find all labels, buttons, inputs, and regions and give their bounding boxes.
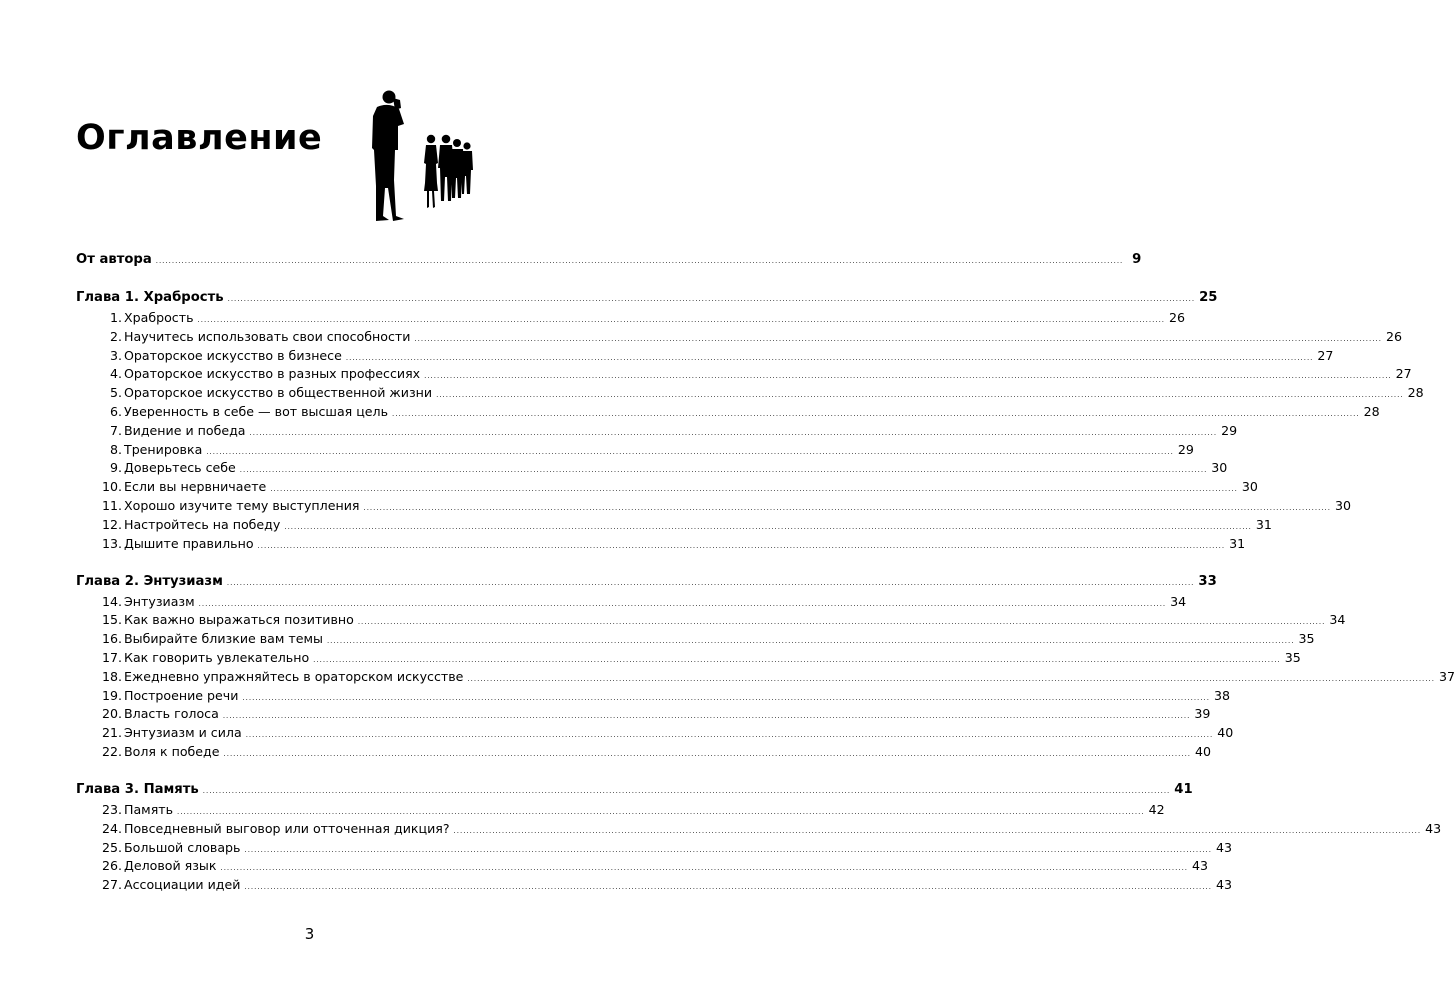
toc-entry-row: [76, 611, 1346, 629]
toc-page-number: 41: [1174, 782, 1193, 797]
dot-leader: ............................................................................................................................................................................................................................................................................................................: [242, 693, 1210, 702]
toc-entry-title: [76, 781, 199, 799]
toc-entry-label: Храбрость: [124, 310, 194, 325]
toc-page-number: 9: [1132, 252, 1142, 267]
toc-chapter-row: [76, 289, 1218, 307]
toc-page-number: 28: [1407, 385, 1424, 401]
dot-leader: ............................................................................................................................................................................................................................................................................................................: [326, 637, 1295, 646]
dot-leader: ............................................................................................................................................................................................................................................................................................................: [239, 466, 1208, 475]
toc-entry-number: 13.: [101, 535, 122, 551]
toc-entry-row: [76, 649, 1301, 667]
toc-entry-label: Воля к победе: [124, 744, 220, 759]
toc-entry-label: Видение и победа: [124, 422, 246, 438]
toc-entry-label: Тренировка: [124, 441, 203, 457]
toc-entry-row: [76, 347, 1334, 365]
toc-entry-row: [76, 328, 1402, 346]
toc-page-number: 26: [1385, 328, 1402, 344]
toc-entry-title: [76, 724, 242, 742]
toc-entry-number: 12.: [101, 516, 122, 532]
dot-leader: ............................................................................................................................................................................................................................................................................................................: [206, 447, 1174, 456]
toc-entry-row: [76, 687, 1230, 705]
toc-entry-row: [76, 820, 1442, 838]
toc-page-number: 39: [1194, 706, 1211, 722]
dot-leader: ............................................................................................................................................................................................................................................................................................................: [284, 522, 1252, 531]
dot-leader: ............................................................................................................................................................................................................................................................................................................: [313, 656, 1281, 664]
toc-entry-label: Научитесь использовать свои способности: [124, 328, 411, 344]
toc-entry-label: Настройтесь на победу: [124, 516, 281, 532]
dot-leader: ............................................................................................................................................................................................................................................................................................................: [198, 599, 1167, 608]
toc-entry-title: [76, 535, 254, 553]
toc-entry-label: Глава 1. Храбрость: [76, 290, 224, 305]
dot-leader: ............................................................................................................................................................................................................................................................................................................: [155, 257, 1124, 265]
toc-entry-row: [76, 801, 1165, 819]
toc-entry-label: Энтузиазм и сила: [124, 725, 242, 741]
dot-leader: ............................................................................................................................................................................................................................................................................................................: [414, 334, 1382, 343]
toc-entry-title: [76, 497, 359, 515]
dot-leader: ............................................................................................................................................................................................................................................................................................................: [467, 674, 1435, 683]
toc-entry-number: 21.: [101, 725, 122, 741]
toc-entry-label: Ежедневно упражняйтесь в ораторском искусстве: [124, 668, 464, 684]
toc-entry-title: [76, 743, 220, 761]
dot-leader: ............................................................................................................................................................................................................................................................................................................: [345, 353, 1314, 362]
toc-page-number: 26: [1169, 310, 1186, 325]
toc-entry-label: Большой словарь: [124, 839, 241, 855]
dot-leader: ............................................................................................................................................................................................................................................................................................................: [436, 391, 1404, 400]
toc-page-number: 35: [1284, 650, 1301, 665]
toc-entry-label: Дышите правильно: [124, 535, 254, 551]
dot-leader: ............................................................................................................................................................................................................................................................................................................: [220, 864, 1189, 873]
toc-entry-row: [76, 441, 1194, 459]
toc-entry-number: 2.: [109, 328, 122, 344]
toc-entry-number: 18.: [101, 668, 122, 684]
toc-entry-title: [76, 422, 246, 440]
toc-entry-row: [76, 857, 1209, 875]
business-people-illustration: [360, 88, 480, 223]
toc-page-number: 28: [1363, 404, 1380, 419]
toc-entry-label: Ассоциации идей: [124, 877, 241, 893]
toc-entry-number: 24.: [101, 820, 122, 836]
toc-page-number: 35: [1298, 631, 1315, 647]
toc-entry-title: [76, 687, 238, 705]
toc-entry-title: [76, 611, 354, 629]
toc-entry-title: [76, 516, 280, 534]
toc-page-number: 34: [1329, 612, 1346, 628]
dot-leader: ............................................................................................................................................................................................................................................................................................................: [392, 410, 1360, 418]
toc-entry-label: От автора: [76, 252, 152, 267]
toc-entry-number: 22.: [101, 744, 122, 759]
toc-entry-label: Хорошо изучите тему выступления: [124, 498, 360, 513]
toc-entry-title: [76, 649, 309, 667]
dot-leader: ............................................................................................................................................................................................................................................................................................................: [357, 618, 1326, 627]
toc-entry-number: 9.: [109, 460, 122, 476]
toc-page-number: 37: [1438, 668, 1455, 684]
toc-entry-title: [76, 459, 236, 477]
toc-entry-label: Память: [124, 802, 174, 817]
toc-page-number: 30: [1335, 498, 1352, 513]
toc-entry-row: [76, 459, 1228, 477]
dot-leader: ............................................................................................................................................................................................................................................................................................................: [226, 578, 1195, 587]
toc-entry-title: [76, 839, 240, 857]
toc-entry-row: [76, 724, 1234, 742]
toc-entry-title: [76, 289, 224, 307]
toc-chapter-row: [76, 251, 1142, 269]
toc-entry-number: 23.: [101, 802, 122, 817]
dot-leader: ............................................................................................................................................................................................................................................................................................................: [245, 731, 1214, 740]
toc-entry-row: [76, 497, 1352, 515]
toc-entry-title: [76, 251, 152, 269]
toc-page-number: 31: [1255, 516, 1272, 532]
dot-leader: ............................................................................................................................................................................................................................................................................................................: [202, 787, 1171, 795]
toc-entry-label: Построение речи: [124, 687, 239, 703]
dot-leader: ............................................................................................................................................................................................................................................................................................................: [363, 504, 1331, 512]
toc-page-number: 43: [1425, 820, 1442, 836]
toc-entry-title: [76, 365, 420, 383]
toc-entry-title: [76, 593, 195, 611]
dot-leader: ............................................................................................................................................................................................................................................................................................................: [257, 541, 1226, 550]
toc-entry-number: 7.: [109, 422, 122, 438]
toc-entry-row: [76, 422, 1238, 440]
toc-entry-row: [76, 365, 1412, 383]
toc-page-number: 40: [1217, 725, 1234, 741]
toc-entry-row: [76, 876, 1232, 894]
toc-entry-title: [76, 668, 463, 686]
toc-entry-number: 26.: [101, 858, 122, 874]
toc-entry-number: 25.: [101, 839, 122, 855]
toc-entry-title: [76, 801, 173, 819]
toc-page-number: 30: [1241, 479, 1258, 495]
dot-leader: ............................................................................................................................................................................................................................................................................................................: [424, 372, 1392, 381]
page-title: Оглавление: [76, 118, 323, 158]
toc-entry-number: 14.: [101, 593, 122, 609]
toc-entry-label: Глава 2. Энтузиазм: [76, 573, 223, 589]
dot-leader: ............................................................................................................................................................................................................................................................................................................: [244, 883, 1212, 892]
toc-page-number: 34: [1170, 593, 1187, 609]
toc-entry-title: [76, 309, 194, 327]
toc-entry-number: 19.: [101, 687, 122, 703]
toc-entry-row: [76, 593, 1187, 611]
toc-entry-label: Ораторское искусство в общественной жизни: [124, 385, 433, 401]
toc-entry-number: 5.: [109, 385, 122, 401]
toc-entry-label: Глава 3. Память: [76, 782, 199, 797]
toc-page-number: 43: [1215, 877, 1232, 893]
toc-page-number: 27: [1395, 366, 1412, 382]
toc-entry-title: [76, 441, 202, 459]
toc-entry-number: 15.: [101, 612, 122, 628]
toc-entry-title: [76, 573, 223, 591]
toc-entry-title: [76, 705, 219, 723]
toc-entry-title: [76, 384, 432, 402]
toc-entry-row: [76, 705, 1211, 723]
toc-entry-number: 16.: [101, 631, 122, 647]
toc-entry-title: [76, 478, 266, 496]
toc-entry-number: 6.: [109, 404, 122, 419]
toc-entry-label: Уверенность в себе — вот высшая цель: [124, 404, 389, 419]
toc-entry-title: [76, 876, 240, 894]
toc-entry-label: Энтузиазм: [124, 593, 195, 609]
toc-entry-title: [76, 857, 216, 875]
toc-entry-title: [76, 347, 342, 365]
dot-leader: ............................................................................................................................................................................................................................................................................................................: [453, 826, 1422, 835]
toc-entry-number: 1.: [109, 310, 122, 325]
toc-entry-row: [76, 839, 1233, 857]
toc-entry-title: [76, 630, 323, 648]
toc-entry-title: [76, 328, 410, 346]
dot-leader: ............................................................................................................................................................................................................................................................................................................: [244, 845, 1212, 854]
toc-entry-row: [76, 516, 1272, 534]
page-number: 3: [304, 925, 315, 943]
toc-page-number: 43: [1192, 858, 1209, 874]
toc-entry-title: [76, 820, 450, 838]
toc-entry-row: [76, 384, 1424, 402]
toc-entry-label: Как говорить увлекательно: [124, 650, 310, 665]
toc-entry-number: 8.: [109, 441, 122, 457]
dot-leader: ............................................................................................................................................................................................................................................................................................................: [249, 428, 1218, 437]
toc-page-number: 31: [1229, 535, 1246, 551]
toc-entry-row: [76, 403, 1380, 421]
toc-entry-label: Ораторское искусство в бизнесе: [124, 347, 342, 363]
toc-page-number: 40: [1195, 744, 1212, 759]
dot-leader: ............................................................................................................................................................................................................................................................................................................: [270, 485, 1238, 494]
toc-entry-number: 20.: [101, 706, 122, 722]
dot-leader: ............................................................................................................................................................................................................................................................................................................: [223, 750, 1192, 758]
toc-entry-row: [76, 478, 1258, 496]
toc-entry-label: Если вы нервничаете: [124, 479, 267, 495]
toc-entry-label: Как важно выражаться позитивно: [124, 612, 354, 628]
toc-entry-row: [76, 743, 1212, 761]
toc-page-number: 42: [1148, 802, 1165, 817]
dot-leader: ............................................................................................................................................................................................................................................................................................................: [222, 712, 1191, 721]
toc-entry-label: Ораторское искусство в разных профессиях: [124, 366, 421, 382]
toc-page-number: 38: [1213, 687, 1230, 703]
toc-page-number: 43: [1216, 839, 1233, 855]
dot-leader: ............................................................................................................................................................................................................................................................................................................: [197, 316, 1166, 324]
toc-entry-number: 4.: [109, 366, 122, 382]
toc-page-number: 27: [1317, 347, 1334, 363]
toc-entry-label: Деловой язык: [124, 858, 217, 874]
toc-chapter-row: [76, 781, 1193, 799]
dot-leader: ............................................................................................................................................................................................................................................................................................................: [177, 808, 1145, 816]
toc-entry-row: [76, 630, 1315, 648]
toc-page-number: 33: [1198, 573, 1217, 589]
toc-chapter-row: [76, 573, 1217, 591]
toc-entry-number: 27.: [101, 877, 122, 893]
toc-entry-number: 11.: [101, 498, 122, 513]
toc-entry-row: [76, 309, 1186, 327]
toc-page-number: 29: [1221, 422, 1238, 438]
toc-page-number: 25: [1199, 290, 1218, 305]
toc-entry-label: Власть голоса: [124, 706, 219, 722]
toc-entry-number: 10.: [101, 479, 122, 495]
toc-entry-label: Выбирайте близкие вам темы: [124, 631, 323, 647]
toc-entry-row: [76, 535, 1246, 553]
toc-entry-number: 17.: [101, 650, 122, 665]
toc-entry-label: Доверьтесь себе: [124, 460, 236, 476]
toc-entry-label: Повседневный выговор или отточенная дикция?: [124, 820, 450, 836]
toc-entry-title: [76, 403, 388, 421]
toc-page-number: 30: [1211, 460, 1228, 476]
toc-entry-number: 3.: [109, 347, 122, 363]
dot-leader: ............................................................................................................................................................................................................................................................................................................: [227, 295, 1196, 303]
toc-entry-row: [76, 668, 1455, 686]
toc-page-number: 29: [1177, 441, 1194, 457]
